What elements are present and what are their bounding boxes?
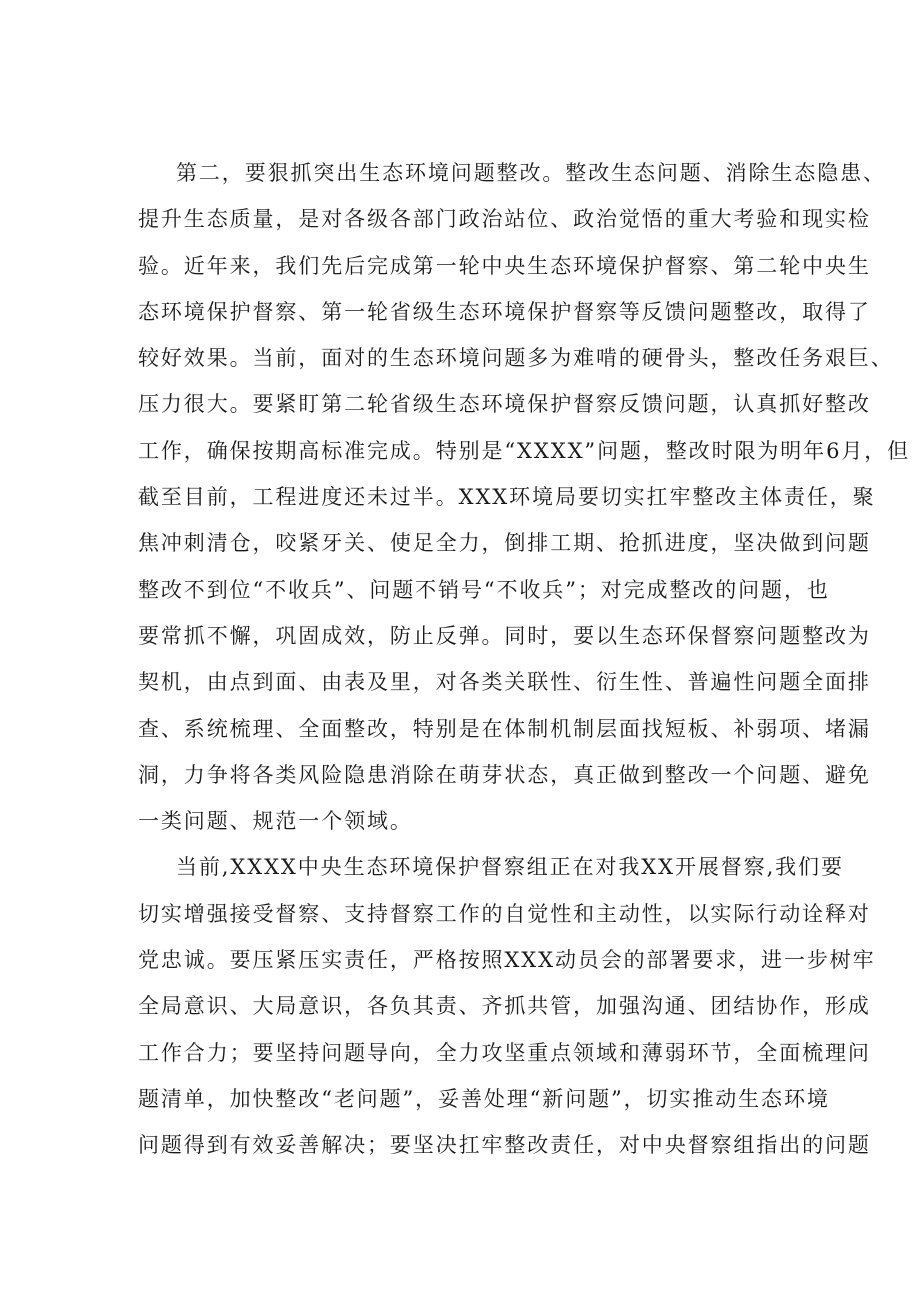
- text-line: 工作，确保按期高标准完成。特别是“XXXX”问题，整改时限为明年6月，但: [138, 438, 911, 463]
- text-line: 较好效果。当前，面对的生态环境问题多为难啃的硬骨头，整改任务艰巨、: [138, 346, 894, 371]
- text-line: 验。近年来，我们先后完成第一轮中央生态环境保护督察、第二轮中央生: [138, 253, 871, 278]
- text-line: 查、系统梳理、全面整改，特别是在体制机制层面找短板、补弱项、堵漏: [138, 716, 871, 741]
- text-line: 当前,XXXX中央生态环境保护督察组正在对我XX开展督察,我们要: [176, 855, 844, 880]
- text-line: 全局意识、大局意识，各负其责、齐抓共管，加强沟通、团结协作，形成: [138, 994, 871, 1019]
- text-line: 党忠诚。要压紧压实责任，严格按照XXX动员会的部署要求，进一步树牢: [138, 948, 876, 973]
- text-line: 题清单，加快整改“老问题”，妥善处理“新问题”，切实推动生态环境: [138, 1086, 830, 1111]
- text-line: 焦冲刺清仓，咬紧牙关、使足全力，倒排工期、抢抓进度，坚决做到问题: [138, 531, 871, 556]
- text-line: 工作合力；要坚持问题导向，全力攻坚重点领域和薄弱环节，全面梳理问: [138, 1040, 871, 1065]
- text-line: 截至目前，工程进度还未过半。XXX环境局要切实扛牢整改主体责任，聚: [138, 485, 876, 510]
- text-line: 态环境保护督察、第一轮省级生态环境保护督察等反馈问题整改，取得了: [138, 299, 871, 324]
- text-line: 要常抓不懈，巩固成效，防止反弹。同时，要以生态环保督察问题整改为: [138, 623, 871, 648]
- document-body: [138, 150, 911, 1169]
- text-line: 提升生态质量，是对各级各部门政治站位、政治觉悟的重大考验和现实检: [138, 207, 871, 232]
- text-line: 压力很大。要紧盯第二轮省级生态环境保护督察反馈问题，认真抓好整改: [138, 392, 871, 417]
- text-line: 问题得到有效妥善解决；要坚决扛牢整改责任，对中央督察组指出的问题: [138, 1133, 871, 1158]
- text-line: 切实增强接受督察、支持督察工作的自觉性和主动性，以实际行动诠释对: [138, 901, 871, 926]
- text-line: 第二，要狠抓突出生态环境问题整改。整改生态问题、消除生态隐患、: [176, 161, 886, 185]
- paragraph-rectification: [138, 150, 911, 844]
- text-line: 一类问题、规范一个领域。: [138, 809, 413, 834]
- text-line: 洞，力争将各类风险隐患消除在萌芽状态，真正做到整改一个问题、避免: [138, 762, 871, 787]
- paragraph-inspection: [138, 844, 876, 1168]
- text-line: 整改不到位“不收兵”、问题不销号“不收兵”；对完成整改的问题，也: [138, 577, 830, 602]
- text-line: 契机，由点到面、由表及里，对各类关联性、衍生性、普遍性问题全面排: [138, 670, 871, 695]
